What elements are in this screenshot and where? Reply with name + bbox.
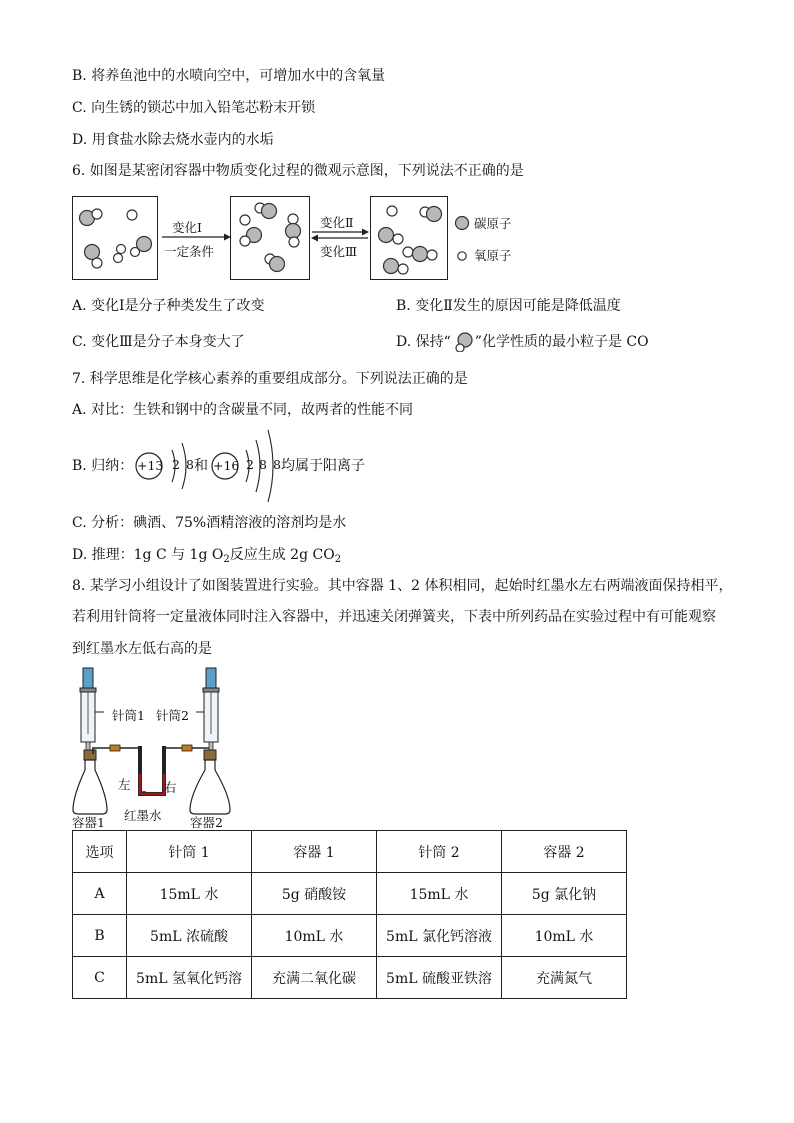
table-cell: 5mL 浓硫酸 — [127, 915, 252, 957]
q6-option-b: B. 变化Ⅱ发生的原因可能是降低温度 — [396, 298, 621, 314]
syringe-2-label: 针筒2 — [156, 708, 189, 723]
al-shell-2: 8 — [186, 457, 194, 472]
left-label: 左 — [118, 777, 131, 792]
syringe-1-label: 针筒1 — [112, 708, 145, 723]
table-cell: 5mL 硫酸亚铁溶 — [377, 957, 502, 999]
q5-option-c: C. 向生锈的锁芯中加入铅笔芯粉末开锁 — [72, 100, 316, 116]
oxygen-atom-icon — [456, 250, 468, 262]
table-cell: C — [73, 957, 127, 999]
molecules-state-3 — [371, 197, 447, 279]
table-cell: 充满氮气 — [502, 957, 627, 999]
al-shell-1: 2 — [172, 457, 180, 472]
state-box-1 — [72, 196, 158, 280]
change-2-label: 变化Ⅱ — [320, 215, 354, 230]
table-cell: 10mL 水 — [252, 915, 377, 957]
red-ink-label: 红墨水 — [124, 808, 162, 823]
q7-option-a: A. 对比：生铁和钢中的含碳量不同，故两者的性能不同 — [72, 402, 414, 418]
table-cell: 10mL 水 — [502, 915, 627, 957]
al-nucleus: +13 — [137, 458, 164, 473]
state-box-2 — [230, 196, 310, 280]
state-box-3 — [370, 196, 448, 280]
table-header-cell: 容器 1 — [252, 831, 377, 873]
table-cell: 5mL 氯化钙溶液 — [377, 915, 502, 957]
table-cell: B — [73, 915, 127, 957]
and-text: 和 — [194, 458, 208, 474]
table-cell: 5mL 氢氧化钙溶 — [127, 957, 252, 999]
table-cell: A — [73, 873, 127, 915]
legend-carbon-label: 碳原子 — [474, 216, 512, 231]
s-nucleus: +16 — [213, 458, 240, 473]
table-cell: 5g 氯化钠 — [502, 873, 627, 915]
s-shell-3: 8 — [273, 457, 281, 472]
q7-option-d — [72, 545, 341, 570]
co-molecule-icon — [451, 332, 475, 352]
table-cell: 充满二氧化碳 — [252, 957, 377, 999]
change-1-label: 变化Ⅰ — [172, 220, 202, 235]
table-cell: 5g 硝酸铵 — [252, 873, 377, 915]
q7-d-sub-2: 2 — [334, 554, 342, 565]
q8-stem-line-2: 若利用针筒将一定量液体同时注入容器中，并迅速关闭弹簧夹，下表中所列药品在实验过程中有可能观察 — [72, 609, 716, 625]
q7-d-sub-1: 2 — [223, 554, 230, 565]
right-label: 右 — [164, 780, 177, 795]
change-1-condition: 一定条件 — [164, 244, 215, 259]
s-shell-1: 2 — [246, 457, 254, 472]
q7-stem: 7. 科学思维是化学核心素养的重要组成部分。下列说法正确的是 — [72, 371, 468, 387]
s-shell-2: 8 — [259, 457, 267, 472]
q8-stem-line-3: 到红墨水左低右高的是 — [72, 641, 212, 657]
table-cell: 15mL 水 — [127, 873, 252, 915]
legend-oxygen-label: 氧原子 — [474, 248, 512, 263]
table-header-cell: 选项 — [73, 831, 127, 873]
q7-option-c: C. 分析：碘酒、75%酒精溶液的溶剂均是水 — [72, 515, 347, 531]
q7-d-text-1: D. 推理：1g C 与 1g O — [72, 547, 224, 563]
q6-option-d — [396, 332, 649, 352]
q5-option-d: D. 用食盐水除去烧水壶内的水垢 — [72, 132, 274, 148]
table-row — [73, 873, 627, 915]
q7-option-b-suffix: 均属于阳离子 — [281, 458, 365, 474]
q6-option-d-prefix: D. 保持“ — [396, 334, 451, 350]
container-1-label: 容器1 — [72, 815, 105, 830]
q7-option-b-prefix: B. 归纳： — [72, 458, 134, 474]
container-2-label: 容器2 — [190, 815, 223, 830]
table-header-cell: 针筒 2 — [377, 831, 502, 873]
arrow-right-icon — [160, 232, 232, 242]
table-cell: 15mL 水 — [377, 873, 502, 915]
table-header-cell: 容器 2 — [502, 831, 627, 873]
table-row — [73, 915, 627, 957]
double-arrow-icon — [310, 227, 370, 243]
molecules-state-1 — [73, 197, 157, 279]
options-table — [72, 830, 627, 999]
molecules-state-2 — [231, 197, 309, 279]
q7-d-text-2: 反应生成 2g CO — [229, 547, 335, 563]
table-row — [73, 957, 627, 999]
q6-option-d-suffix: ”化学性质的最小粒子是 CO — [474, 334, 649, 350]
q8-stem-line-1: 8. 某学习小组设计了如图装置进行实验。其中容器 1、2 体积相同，起始时红墨水左右两端液面保持相平， — [72, 578, 733, 594]
q6-option-a: A. 变化Ⅰ是分子种类发生了改变 — [72, 298, 265, 314]
q5-option-b: B. 将养鱼池中的水喷向空中，可增加水中的含氧量 — [72, 68, 386, 84]
change-3-label: 变化Ⅲ — [320, 244, 358, 259]
q6-option-c: C. 变化Ⅲ是分子本身变大了 — [72, 334, 245, 350]
carbon-atom-icon — [454, 215, 470, 231]
table-header-cell: 针筒 1 — [127, 831, 252, 873]
table-header-row — [73, 831, 627, 873]
q6-stem: 6. 如图是某密闭容器中物质变化过程的微观示意图，下列说法不正确的是 — [72, 163, 524, 179]
